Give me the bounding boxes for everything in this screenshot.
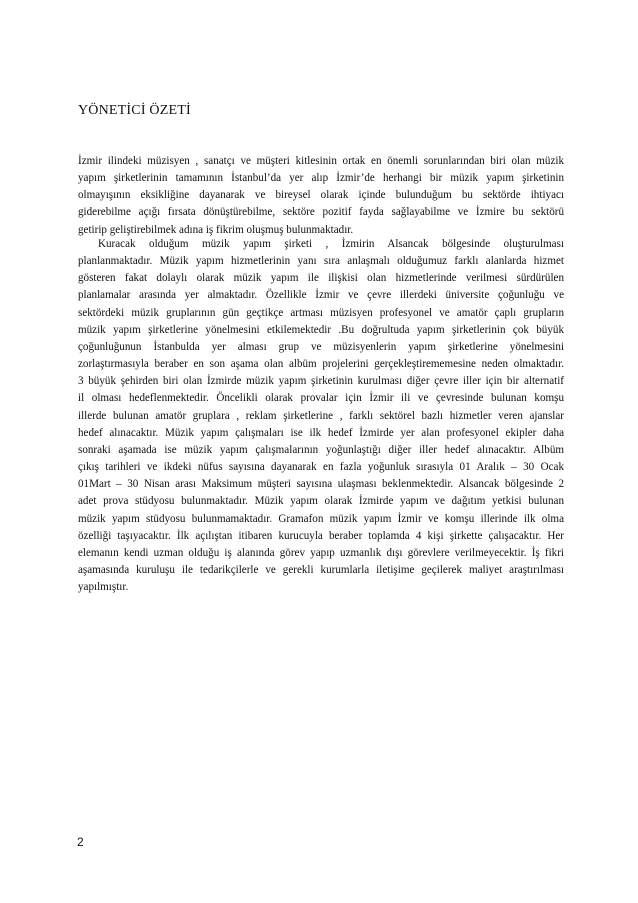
paragraph-line: gösteren fakat dolaylı olarak müzik yapım ile ilişkisi olan hizmetlerinde verilmesi sürdürülen	[78, 272, 564, 285]
summary-paragraph-1	[78, 153, 564, 239]
paragraph-line: İzmir ilindeki müzisyen , sanatçı ve müşteri kitlesinin ortak en önemli sorunlarından biri olan müzik	[78, 155, 564, 167]
paragraph-line: 01Mart – 30 Nisan arası Maksimum müşteri sayısına ulaşması beklenmektedir. Alsancak bölgesinde 2	[78, 478, 564, 491]
paragraph-line: elemanın kendi uzman olduğu iş alanında görev yapıp uzmanlık dışı görevlere verilmeyecektir. İş fikri	[78, 546, 564, 559]
paragraph-line: müzik yapım şirketlerine yönelmesini etkilemektedir .Bu doğrultuda yapım şirketlerinin çok büyük	[78, 323, 564, 336]
paragraph-line: müzik yapım stüdyosu bulunmamaktadır. Gramafon müzik yapım İzmir ve komşu illerinde ilk olma	[78, 512, 564, 525]
paragraph-line: giderebilme açığı fırsata dönüştürebilme, sektöre pozitif fayda sağlayabilme ve İzmire bu sektörü	[78, 206, 564, 219]
paragraph-line: çıkış tarihleri ve ikdeki nüfus sayısına dayanarak en fazla yoğunluk sırasıyla 01 Aralık – 30 Ocak	[78, 461, 564, 474]
paragraph-line: yapım şirketlerinin tamamının İstanbul’da yer alıp İzmir’de herhangi bir müzik yapım şirketinin	[78, 172, 564, 185]
paragraph-line: 3 büyük şehirden biri olan İzmirde müzik yapım şirketinin kurulması diğer çevre iller için bir alternatif	[78, 375, 564, 388]
paragraph-line: yapılmıştır.	[78, 581, 129, 594]
section-title: YÖNETİCİ ÖZETİ	[78, 103, 191, 118]
paragraph-line: planlanmaktadır. Müzik yapım hizmetlerinin yanı sıra anlaşmalı olduğumuz farklı alanlarda hizmet	[78, 255, 564, 268]
paragraph-line: illerde bulunan amatör gruplara , reklam şirketlerine , farklı sektörel bazlı hizmetler veren ajanslar	[78, 409, 564, 422]
paragraph-line: olmayışının eksikliğine dayanarak ve bireysel olarak içinde bulunduğum bu sektörde ihtiyacı	[78, 189, 564, 202]
paragraph-line: çoğunluğunun İstanbulda yer alması grup ve müzisyenlerin yapım şirketlerine yönelmesini	[78, 340, 564, 353]
page-number: 2	[77, 835, 84, 849]
paragraph-line: hedef alınacaktır. Müzik yapım çalışmaları ise ilk hedef İzmirde yer alan profesyonel ekipler daha	[78, 426, 564, 439]
paragraph-line: sonraki aşamada ise müzik yapım çalışmalarının yoğunlaştığı diğer iller hedef alınacaktır. Albüm	[78, 443, 564, 456]
paragraph-line: getirip geliştirebilmek adına iş fikrim oluşmuş bulunmaktadır.	[78, 223, 354, 236]
paragraph-line: il olması hedeflenmektedir. Öncelikli olarak provalar için İzmir ili ve çevresinde bulunan komşu	[78, 392, 564, 405]
paragraph-line: zorlaştırmasıyla beraber en son aşama olan albüm projelerini gerçekleştirememesine neden olmaktadır.	[78, 358, 564, 371]
paragraph-line: sektördeki müzik gruplarının gün geçtikçe artması müzisyen profesyonel ve amatör çaplı grupların	[78, 306, 564, 319]
summary-paragraph-2	[78, 236, 564, 596]
paragraph-line: özelliği taşıyacaktır. İlk açılıştan itibaren kurucuyla beraber toplamda 4 kişi şirkette çalışacaktır. Her	[78, 529, 564, 542]
paragraph-line: Kuracak olduğum müzik yapım şirketi , İzmirin Alsancak bölgesinde oluşturulması	[98, 238, 564, 250]
paragraph-line: planlamalar arasında yer almaktadır. Özellikle İzmir ve çevre illerdeki üniversite çoğunluğu ve	[78, 289, 564, 302]
paragraph-line: aşamasında kuruluşu ile tedarikçilerle ve gerekli kurumlarla iletişime geçilerek maliyet araştırılması	[78, 563, 564, 576]
paragraph-line: adet prova stüdyosu bulunmaktadır. Müzik yapım olarak İzmirde yapım ve dağıtım yetkisi bulunan	[78, 495, 564, 508]
